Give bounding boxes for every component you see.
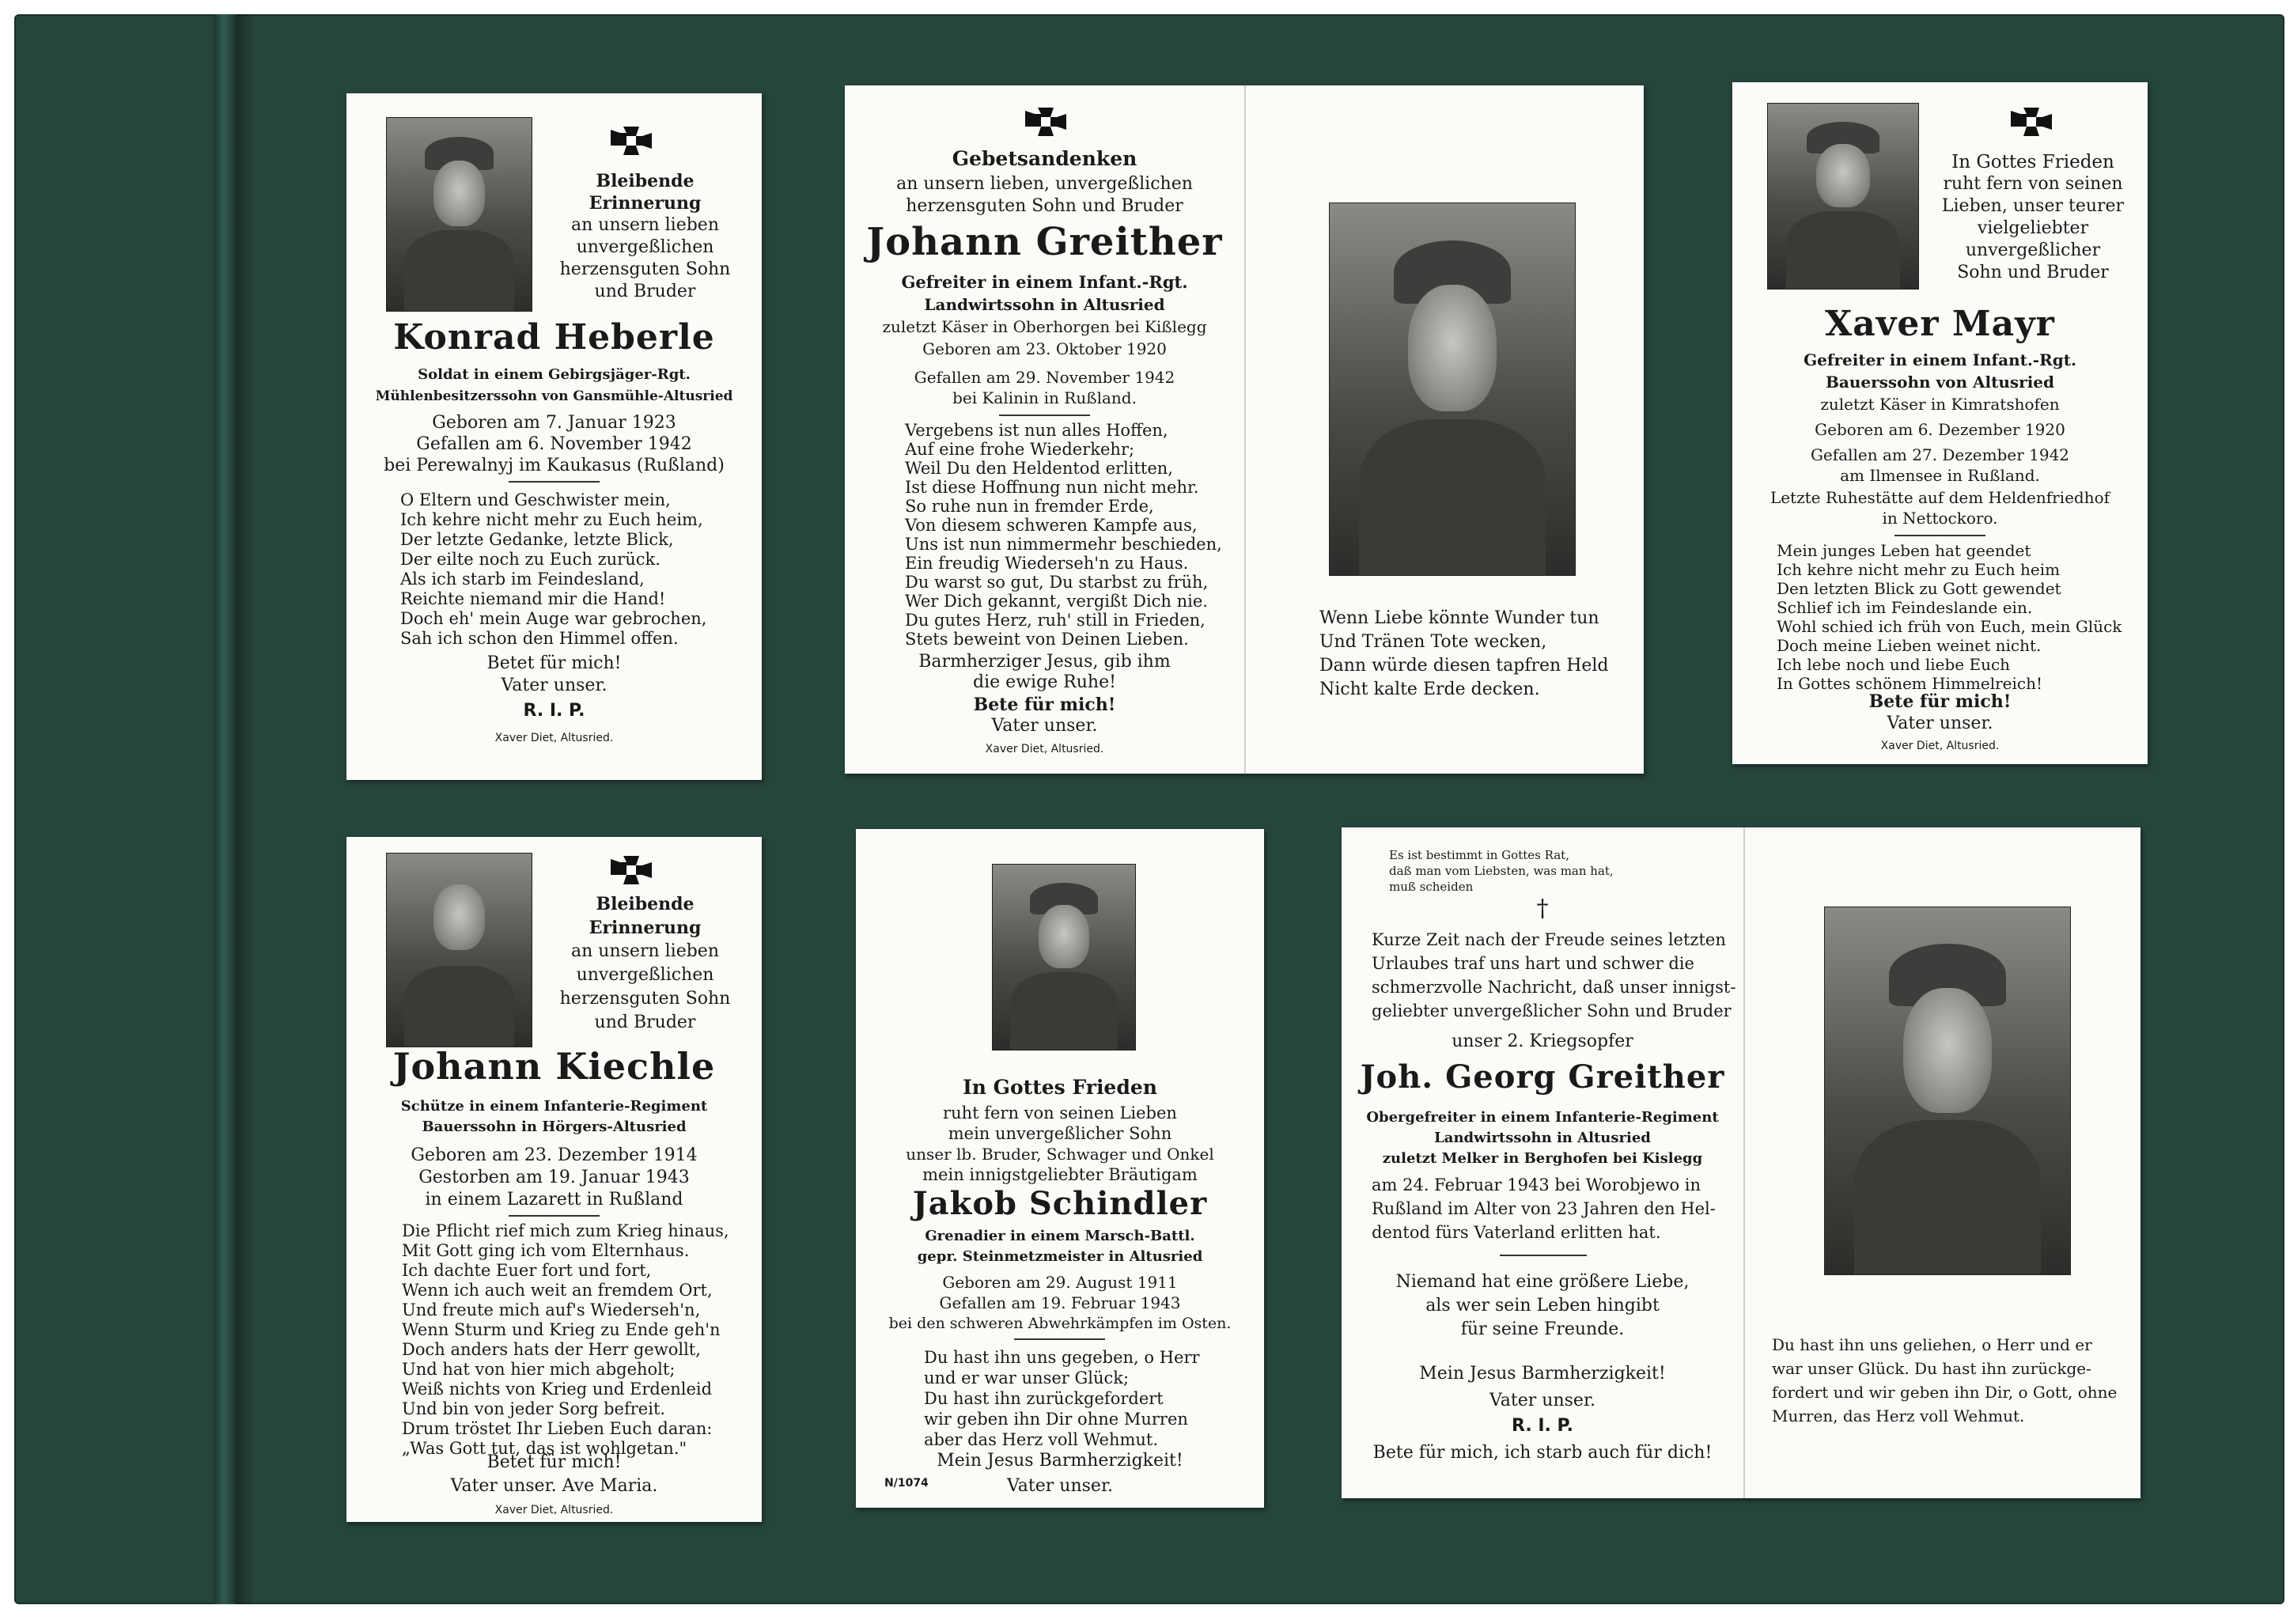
right-text-line-1: Du hast ihn uns geliehen, o Herr und er [1772,1335,2092,1354]
poem-line-8: Und hat von hier mich abgeholt; [402,1360,676,1379]
poem-line-5: Und freute mich auf's Wiederseh'n, [402,1300,701,1319]
card-code: N/1074 [884,1477,929,1490]
text-line-4: geliebter unvergeßlicher Sohn und Bruder [1372,1001,1732,1020]
verse-line-1: Wenn Liebe könnte Wunder tun [1319,608,1599,628]
poem-line-3: Du hast ihn zurückgefordert [924,1389,1164,1408]
death-date: Gefallen am 19. Februar 1943 [939,1293,1181,1312]
verse-line-3: für seine Freunde. [1460,1319,1625,1339]
intro-line-1: ruht fern von seinen [1943,174,2123,194]
heading: In Gottes Frieden [963,1076,1157,1099]
birth-date: Geboren am 23. Oktober 1920 [922,339,1167,358]
prayer: Mein Jesus Barmherzigkeit! [1419,1364,1666,1384]
memorial-card-schindler [856,829,1264,1508]
birth-date: Geboren am 29. August 1911 [942,1273,1178,1292]
intro-line-4: und Bruder [594,282,696,301]
closing-line-1: Bete für mich! [973,695,1116,715]
poem-line-4: wir geben ihn Dir ohne Murren [924,1410,1188,1429]
verse-line-1: Niemand hat eine größere Liebe, [1395,1272,1690,1292]
poem-line-2: Auf eine frohe Wiederkehr; [905,440,1135,459]
origin: gepr. Steinmetzmeister in Altusried [917,1248,1203,1265]
rank: Gefreiter in einem Infant.-Rgt. [1804,350,2076,369]
intro-line-1: ruht fern von seinen Lieben [943,1103,1177,1122]
poem-line-11: Du gutes Herz, ruh' still in Frieden, [905,611,1206,630]
death-place: bei Kalinin in Rußland. [952,388,1137,407]
right-text-line-3: fordert und wir geben ihn Dir, o Gott, ohne [1772,1383,2118,1402]
right-text-line-4: Murren, das Herz voll Wehmut. [1772,1406,2025,1425]
intro-line-2: unvergeßlichen [576,965,714,985]
intro-line-1: an unsern lieben, unvergeßlichen [896,174,1193,194]
death-place: in einem Lazarett in Rußland [425,1190,683,1209]
intro-line-3: herzensguten Sohn [559,259,731,279]
poem-line-2: Ich kehre nicht mehr zu Euch heim [1777,560,2061,579]
death-place: bei den schweren Abwehrkämpfen im Osten. [888,1315,1232,1332]
birth-date: Geboren am 7. Januar 1923 [432,413,676,433]
card-fold [1244,85,1246,774]
poem-line-8: Sah ich schon den Himmel offen. [400,629,679,648]
text-line-2: Urlaubes traf uns hart und schwer die [1372,954,1694,973]
closing-line-1: Betet für mich! [486,653,622,673]
verse-line-2: als wer sein Leben hingibt [1425,1296,1660,1315]
heading-line-1: Bleibende [596,894,695,914]
victim-note: unser 2. Kriegsopfer [1452,1032,1633,1051]
printer-credit: Xaver Diet, Altusried. [1880,740,2000,752]
poem-line-3: Den letzten Blick zu Gott gewendet [1777,579,2061,598]
poem-line-10: Wer Dich gekannt, vergißt Dich nie. [905,592,1208,611]
deceased-name: Johann Kiechle [392,1045,716,1088]
verse-line-4: Nicht kalte Erde decken. [1319,680,1540,699]
poem-line-12: Stets beweint von Deinen Lieben. [905,630,1189,649]
death-date: Gestorben am 19. Januar 1943 [418,1168,690,1187]
death-date: Gefallen am 27. Dezember 1942 [1810,445,2070,464]
poem-line-9: Weiß nichts von Krieg und Erdenleid [402,1380,713,1399]
text-line-3: schmerzvolle Nachricht, daß unser innigst- [1372,978,1736,997]
poem-line-3: Weil Du den Heldentod erlitten, [905,459,1173,478]
printer-credit: Xaver Diet, Altusried. [494,1504,614,1516]
closing-line-1: Betet für mich! [486,1452,622,1472]
motto-line-2: daß man vom Liebsten, was man hat, [1389,864,1614,878]
heading-line-2: Erinnerung [589,193,702,214]
portrait-photo [992,864,1136,1050]
death-date: Gefallen am 6. November 1942 [416,434,692,454]
poem-line-6: Doch meine Lieben weinet nicht. [1777,636,2042,655]
poem-line-4: Ist diese Hoffnung nun nicht mehr. [905,478,1199,497]
poem-line-6: Wenn Sturm und Krieg zu Ende geh'n [402,1320,721,1339]
poem-line-10: Und bin von jeder Sorg befreit. [402,1399,666,1418]
poem-line-1: Die Pflicht rief mich zum Krieg hinaus, [402,1221,729,1240]
poem-line-1: Du hast ihn uns gegeben, o Herr [924,1348,1200,1367]
divider [509,1215,600,1217]
prayer-line-1: Barmherziger Jesus, gib ihm [918,652,1171,672]
divider [1500,1255,1587,1256]
closing-line-2: Vater unser. [991,716,1098,736]
closing: Vater unser. [1006,1476,1114,1496]
deceased-name: Johann Greither [866,220,1223,264]
intro-line-3: herzensguten Sohn [559,989,731,1009]
poem-line-4: Der eilte noch zu Euch zurück. [400,550,661,569]
poem-line-5: aber das Herz voll Wehmut. [924,1430,1159,1449]
poem-line-8: Ein freudig Wiederseh'n zu Haus. [905,554,1189,573]
memorial-card-mayr [1732,82,2148,764]
poem-line-5: So ruhe nun in fremder Erde, [905,497,1154,516]
intro-line-4: unvergeßlicher [1965,240,2101,260]
divider [1894,535,1985,536]
divider [999,415,1090,416]
poem-line-4: Wenn ich auch weit an fremdem Ort, [402,1281,713,1300]
intro-line-2: Lieben, unser teurer [1941,196,2125,216]
poem-line-6: Von diesem schweren Kampfe aus, [905,516,1198,535]
poem-line-7: Doch eh' mein Auge war gebrochen, [400,609,707,628]
closing: Vater unser. [1489,1391,1596,1410]
poem-line-7: Uns ist nun nimmermehr beschieden, [905,535,1222,554]
poem-line-4: Schlief ich im Feindeslande ein. [1777,598,2033,617]
poem-line-9: Du warst so gut, Du starbst zu früh, [905,573,1209,592]
origin: Mühlenbesitzerssohn von Gansmühle-Altusried [375,388,733,404]
rank: Schütze in einem Infanterie-Regiment [400,1098,708,1115]
divider [509,481,600,483]
poem-line-1: Mein junges Leben hat geendet [1777,541,2031,560]
poem-line-2: und er war unser Glück; [924,1368,1130,1387]
printer-credit: Xaver Diet, Altusried. [494,732,614,744]
heading-line-1: Bleibende [596,171,695,191]
right-text-line-2: war unser Glück. Du hast ihn zurückge- [1772,1359,2091,1378]
iron-cross-icon [609,850,653,894]
poem-line-6: Reichte niemand mir die Hand! [400,589,666,608]
poem-line-5: Als ich starb im Feindesland, [400,570,645,589]
intro-line-4: mein innigstgeliebter Bräutigam [922,1165,1198,1184]
closing-line-2: Vater unser. [1887,714,1993,733]
prayer: Mein Jesus Barmherzigkeit! [937,1451,1183,1471]
origin: Landwirtssohn in Altusried [924,295,1165,314]
memorial-card-kiechle [346,837,762,1522]
intro-line-3: unser lb. Bruder, Schwager und Onkel [906,1145,1214,1164]
birth-date: Geboren am 23. Dezember 1914 [411,1145,698,1165]
intro-line-5: Sohn und Bruder [1957,263,2109,282]
verse-line-3: Dann würde diesen tapfren Held [1319,656,1609,676]
spine-shadow [236,14,255,1604]
heading: In Gottes Frieden [1951,152,2114,172]
rank: Grenadier in einem Marsch-Battl. [925,1228,1195,1244]
death-line-2: Rußland im Alter von 23 Jahren den Hel- [1372,1199,1716,1218]
poem-line-7: Ich lebe noch und liebe Euch [1777,655,2011,674]
death-line-3: dentod fürs Vaterland erlitten hat. [1372,1223,1661,1242]
poem-line-12: „Was Gott tut, das ist wohlgetan." [402,1439,687,1458]
memorial-card-georg-greither [1342,827,2140,1498]
divider [1014,1338,1105,1340]
portrait-photo [1329,203,1576,576]
intro-line-2: unvergeßlichen [576,237,714,257]
closing-line-2: Vater unser. Ave Maria. [450,1476,658,1496]
intro-line-2: herzensguten Sohn und Bruder [906,196,1183,216]
motto-line-1: Es ist bestimmt in Gottes Rat, [1389,848,1569,862]
intro-line-2: mein unvergeßlicher Sohn [948,1124,1172,1143]
iron-cross-icon [609,120,653,165]
poem-line-2: Ich kehre nicht mehr zu Euch heim, [400,510,703,529]
cross-icon: † [1536,895,1549,922]
detail: zuletzt Käser in Kimratshofen [1820,395,2060,414]
closing-line-1: Bete für mich! [1868,691,2012,712]
portrait-photo [386,117,532,312]
deceased-name: Xaver Mayr [1825,304,2055,344]
rip: R. I. P. [1511,1416,1573,1436]
death-place: bei Perewalnyj im Kaukasus (Rußland) [384,456,725,475]
memorial-card-heberle [346,93,762,780]
intro-line-1: an unsern lieben [571,215,719,235]
detail: zuletzt Käser in Oberhorgen bei Kißlegg [882,317,1207,336]
prayer-line-2: die ewige Ruhe! [973,672,1116,692]
birth-date: Geboren am 6. Dezember 1920 [1815,420,2065,439]
poem-line-3: Ich dachte Euer fort und fort, [402,1261,652,1280]
portrait-photo [1824,907,2071,1275]
death-place: am Ilmensee in Rußland. [1840,466,2040,485]
poem-line-3: Der letzte Gedanke, letzte Blick, [400,530,674,549]
detail: zuletzt Melker in Berghofen bei Kislegg [1382,1150,1703,1167]
rip: R. I. P. [523,701,585,721]
intro-line-4: und Bruder [594,1013,696,1032]
poem-line-8: In Gottes schönem Himmelreich! [1777,674,2043,693]
closing-line-2: Vater unser. [501,676,608,695]
origin: Bauerssohn in Hörgers-Altusried [422,1119,687,1135]
album-spine [214,14,236,1604]
death-line-1: am 24. Februar 1943 bei Worobjewo in [1372,1175,1701,1194]
intro-line-1: an unsern lieben [571,941,719,961]
poem-line-1: Vergebens ist nun alles Hoffen, [905,421,1168,440]
rest-line-2: in Nettockoro. [1882,509,1998,528]
memorial-card-johann-greither [845,85,1644,774]
portrait-photo [1767,103,1919,290]
heading-line-2: Erinnerung [589,918,702,938]
rest-line-1: Letzte Ruhestätte auf dem Heldenfriedhof [1770,488,2110,507]
origin: Landwirtssohn in Altusried [1434,1130,1651,1146]
rank: Obergefreiter in einem Infanterie-Regiment [1366,1109,1719,1126]
deceased-name: Joh. Georg Greither [1360,1058,1725,1096]
death-date: Gefallen am 29. November 1942 [914,368,1175,387]
poem-line-2: Mit Gott ging ich vom Elternhaus. [402,1241,690,1260]
deceased-name: Konrad Heberle [393,317,715,358]
portrait-photo [386,853,532,1047]
poem-line-11: Drum tröstet Ihr Lieben Euch daran: [402,1419,713,1438]
poem-line-1: O Eltern und Geschwister mein, [400,490,671,509]
deceased-name: Jakob Schindler [912,1185,1208,1222]
iron-cross-icon [2009,101,2053,146]
card-fold [1743,827,1745,1498]
rank: Gefreiter in einem Infant.-Rgt. [901,272,1188,292]
verse-line-2: Und Tränen Tote wecken, [1319,632,1547,652]
motto-line-3: muß scheiden [1389,880,1474,894]
poem-line-7: Doch anders hats der Herr gewollt, [402,1340,701,1359]
origin: Bauerssohn von Altusried [1825,373,2055,392]
intro-line-3: vielgeliebter [1977,218,2089,238]
text-line-1: Kurze Zeit nach der Freude seines letzten [1372,930,1726,949]
poem-line-5: Wohl schied ich früh von Euch, mein Glück [1777,617,2122,636]
iron-cross-icon [1024,101,1068,146]
final-line: Bete für mich, ich starb auch für dich! [1372,1443,1713,1463]
heading: Gebetsandenken [952,147,1137,170]
rank: Soldat in einem Gebirgsjäger-Rgt. [418,366,691,383]
printer-credit: Xaver Diet, Altusried. [985,743,1104,755]
